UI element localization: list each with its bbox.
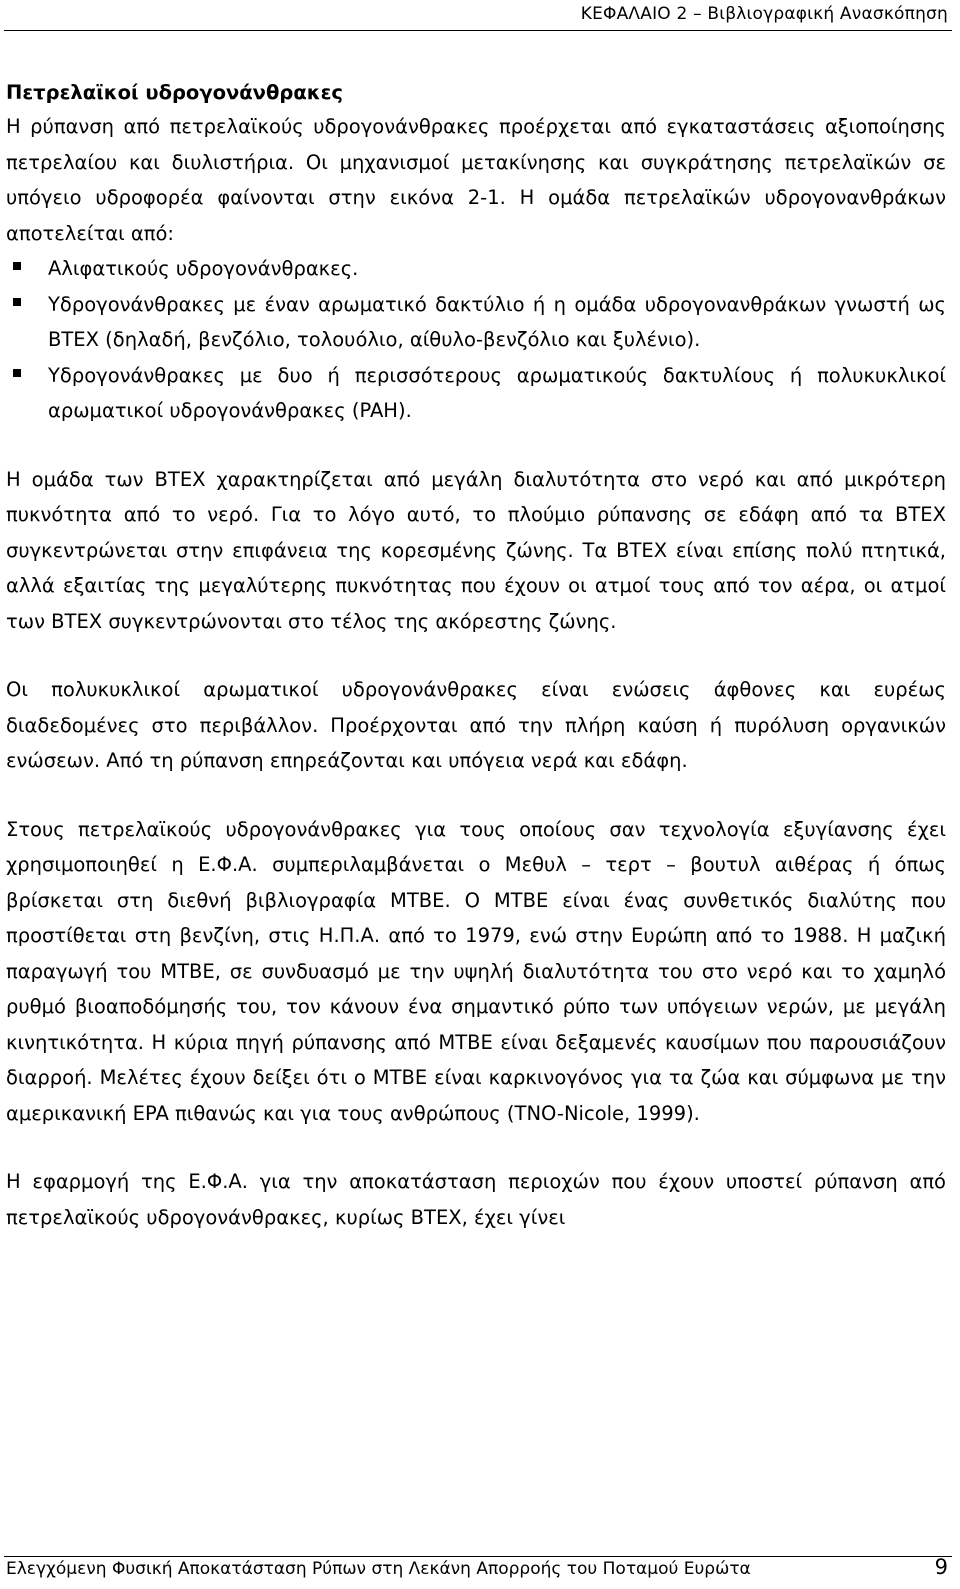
paragraph-spacer (6, 429, 946, 462)
paragraph-spacer (6, 1131, 946, 1164)
page-number: 9 (934, 1555, 948, 1579)
pah-paragraph: Οι πολυκυκλικοί αρωματικοί υδρογονάνθρακες είναι ενώσεις άφθονες και ευρέως διαδεδομένες στο περιβάλλον. Προέρχονται από την πλήρη καύση ή πυρόλυση οργανικών ενώσεων. Από τη ρύπανση επηρεάζονται και υπόγεια νερά και εδάφη. (6, 678, 946, 772)
bullet-list (6, 251, 946, 429)
square-bullet-icon (13, 262, 21, 270)
paragraph-spacer (6, 639, 946, 672)
list-item (6, 287, 946, 358)
list-item-text: Υδρογονάνθρακες με δυο ή περισσότερους αρωματικούς δακτυλίους ή πολυκυκλικοί αρωματικοί υδρογονάνθρακες (PAH). (48, 363, 946, 422)
list-item-text: Αλιφατικούς υδρογονάνθρακες. (48, 257, 359, 280)
list-item (6, 358, 946, 429)
list-item-text: Υδρογονάνθρακες με έναν αρωματικό δακτύλιο ή η ομάδα υδρογονανθράκων γνωστή ως BTEX (δηλαδή, βενζόλιο, τολουόλιο, αίθυλο-βενζόλιο και ξυλένιο). (48, 292, 946, 351)
section-title: Πετρελαϊκοί υδρογονάνθρακες (6, 81, 343, 104)
paragraph-spacer (6, 779, 946, 812)
intro-paragraph: Η ρύπανση από πετρελαϊκούς υδρογονάνθρακες προέρχεται από εγκαταστάσεις αξιοποίησης πετρελαίου και διυλιστήρια. Οι μηχανισμοί μετακίνησης και συγκράτησης πετρελαϊκών σε υπόγειο υδροφορέα φαίνονται στην εικόνα 2-1. Η ομάδα πετρελαϊκών υδρογονανθράκων αποτελείται από: (6, 115, 946, 245)
square-bullet-icon (13, 369, 21, 377)
footer-divider (4, 1556, 952, 1557)
page-content (6, 76, 946, 1235)
header-divider (4, 30, 952, 31)
efa-paragraph: Η εφαρμογή της Ε.Φ.Α. για την αποκατάσταση περιοχών που έχουν υποστεί ρύπανση από πετρελαϊκούς υδρογονάνθρακες, κυρίως BTEX, έχει γίνει (6, 1170, 946, 1229)
mtbe-paragraph: Στους πετρελαϊκούς υδρογονάνθρακες για τους οποίους σαν τεχνολογία εξυγίανσης έχει χρησιμοποιηθεί η Ε.Φ.Α. συμπεριλαμβάνεται ο Μεθυλ – τερτ – βουτυλ αιθέρας ή όπως βρίσκεται στη διεθνή βιβλιογραφία MTBE. Ο MTBE είναι ένας συνθετικός διαλύτης που προστίθεται στη βενζίνη, στις Η.Π.Α. από το 1979, ενώ στην Ευρώπη από το 1988. Η μαζική παραγωγή του MTBE, σε συνδυασμό με την υψηλή διαλυτότητα του στο νερό και το χαμηλό ρυθμό βιοαποδόμησής του, τον κάνουν ένα σημαντικό ρύπο των υπόγειων νερών, με μεγάλη κινητικότητα. Η κύρια πηγή ρύπανσης από MTBE είναι δεξαμενές καυσίμων που παρουσιάζουν διαρροή. Μελέτες έχουν δείξει ότι ο MTBE είναι καρκινογόνος για τα ζώα και σύμφωνα με την αμερικανική EPA πιθανώς και για τους ανθρώπους (TNO-Nicole, 1999). (6, 817, 946, 1125)
list-item (6, 251, 946, 287)
btex-paragraph: Η ομάδα των BTEX χαρακτηρίζεται από μεγάλη διαλυτότητα στο νερό και από μικρότερη πυκνότητα από το νερό. Για το λόγο αυτό, το πλούμιο ρύπανσης σε εδάφη από τα BTEX συγκεντρώνεται στην επιφάνεια της κορεσμένης ζώνης. Τα BTEX είναι επίσης πολύ πτητικά, αλλά εξαιτίας της μεγαλύτερης πυκνότητας που έχουν οι ατμοί τους από τον αέρα, οι ατμοί των BTEX συγκεντρώνονται στο τέλος της ακόρεστης ζώνης. (6, 467, 946, 633)
running-header: ΚΕΦΑΛΑΙΟ 2 – Βιβλιογραφική Ανασκόπηση (580, 4, 948, 24)
footer-title: Ελεγχόμενη Φυσική Αποκατάσταση Ρύπων στη Λεκάνη Απορροής του Ποταμού Ευρώτα (6, 1559, 751, 1579)
running-footer (6, 1555, 948, 1579)
square-bullet-icon (13, 298, 21, 306)
